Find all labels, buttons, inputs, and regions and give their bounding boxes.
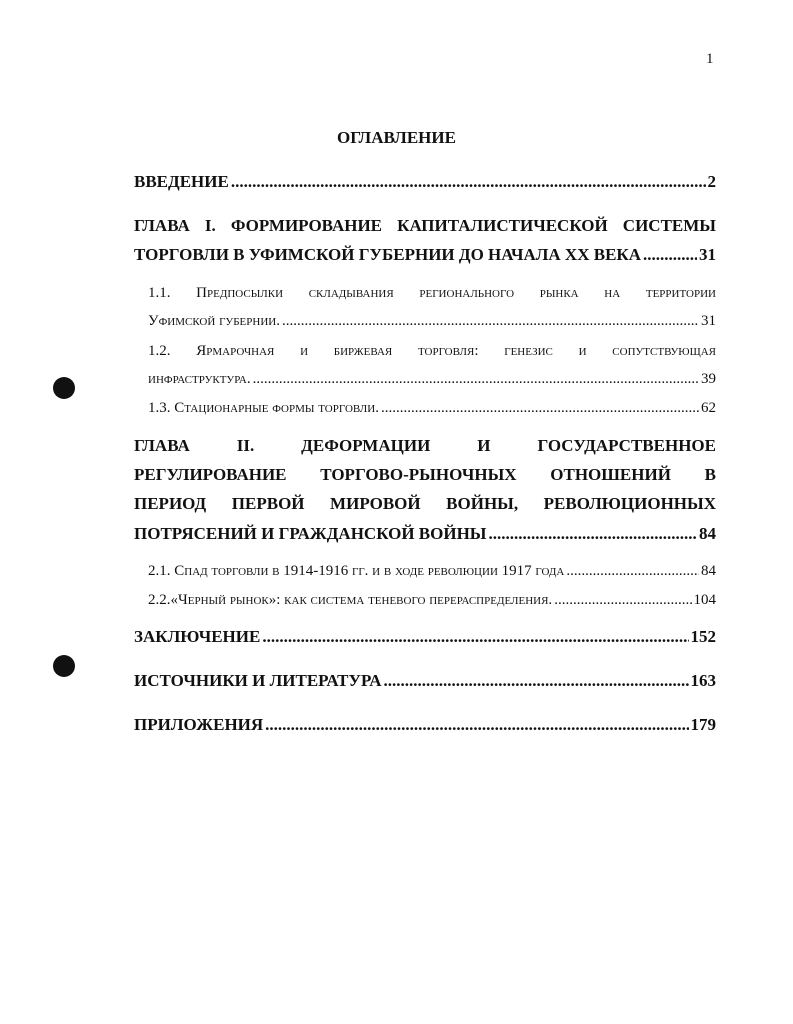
toc-entry-1-1-line1[interactable]: 1.1. Предпосылки складывания регионального рынка на территории [148, 285, 716, 301]
toc-entry-2-2[interactable] [148, 592, 716, 609]
toc-entry-1-2[interactable] [148, 371, 716, 388]
toc-entry-page: 39 [701, 371, 716, 387]
toc-entry-1-3[interactable] [148, 400, 716, 417]
toc-entry-page: 2 [707, 172, 716, 191]
toc-entry-chapter2-line2[interactable]: РЕГУЛИРОВАНИЕ ТОРГОВО-РЫНОЧНЫХ ОТНОШЕНИЙ В [134, 465, 716, 484]
toc-entry-label: ЗАКЛЮЧЕНИЕ [134, 627, 261, 646]
dot-leader [231, 172, 706, 192]
toc-entry-label: ИСТОЧНИКИ И ЛИТЕРАТУРА [134, 671, 382, 690]
toc-entry-page: 163 [690, 671, 716, 690]
toc-entry-page: 84 [701, 563, 716, 579]
toc-entry-appendix[interactable] [134, 715, 716, 735]
dot-leader [282, 313, 699, 330]
toc-entry-label: ПРИЛОЖЕНИЯ [134, 715, 264, 734]
toc-entry-2-1[interactable] [148, 563, 716, 580]
toc-entry-label: 1.3. Стационарные формы торговли. [148, 400, 379, 416]
page-number: 1 [706, 51, 714, 67]
toc-entry-label: 2.2.«Черный рынок»: как система теневого перераспределения. [148, 592, 553, 608]
dot-leader [253, 371, 699, 388]
toc-entry-label: ПОТРЯСЕНИЙ И ГРАЖДАНСКОЙ ВОЙНЫ [134, 524, 487, 543]
dot-leader [381, 400, 699, 417]
dot-leader [262, 627, 688, 647]
toc-entry-page: 84 [699, 524, 716, 543]
dot-leader [643, 245, 697, 265]
toc-entry-chapter1-line1[interactable]: ГЛАВА I. ФОРМИРОВАНИЕ КАПИТАЛИСТИЧЕСКОЙ СИСТЕМЫ [134, 216, 716, 235]
toc-entry-label: 2.1. Спад торговли в 1914-1916 гг. и в ходе революции 1917 года [148, 563, 565, 579]
toc-entry-page: 179 [690, 715, 716, 734]
toc-entry-label: инфраструктура. [148, 371, 251, 387]
toc-entry-page: 104 [693, 592, 716, 608]
toc-entry-label: ВВЕДЕНИЕ [134, 172, 229, 191]
toc-entry-page: 31 [701, 313, 716, 329]
punch-hole-mark [53, 377, 75, 399]
toc-entry-conclusion[interactable] [134, 627, 716, 647]
toc-entry-chapter2-line3[interactable]: ПЕРИОД ПЕРВОЙ МИРОВОЙ ВОЙНЫ, РЕВОЛЮЦИОННЫХ [134, 494, 716, 513]
toc-entry-chapter2-line1[interactable]: ГЛАВА II. ДЕФОРМАЦИИ И ГОСУДАРСТВЕННОЕ [134, 436, 716, 455]
dot-leader [383, 671, 688, 691]
punch-hole-mark [53, 655, 75, 677]
dot-leader [554, 592, 691, 609]
toc-entry-sources[interactable] [134, 671, 716, 691]
dot-leader [489, 524, 698, 544]
toc-entry-chapter1[interactable] [134, 245, 716, 265]
toc-entry-page: 62 [701, 400, 716, 416]
dot-leader [566, 563, 699, 580]
toc-entry-1-1[interactable] [148, 313, 716, 330]
toc-entry-page: 152 [690, 627, 716, 646]
toc-entry-1-2-line1[interactable]: 1.2. Ярмарочная и биржевая торговля: генезис и сопутствующая [148, 343, 716, 359]
dot-leader [265, 715, 688, 735]
toc-entry-chapter2[interactable] [134, 524, 716, 544]
toc-entry-page: 31 [699, 245, 716, 264]
toc-entry-label: ТОРГОВЛИ В УФИМСКОЙ ГУБЕРНИИ ДО НАЧАЛА XX ВЕКА [134, 245, 642, 264]
toc-entry-label: Уфимской губернии. [148, 313, 280, 329]
toc-title: ОГЛАВЛЕНИЕ [337, 128, 456, 147]
toc-entry-intro[interactable] [134, 172, 716, 192]
